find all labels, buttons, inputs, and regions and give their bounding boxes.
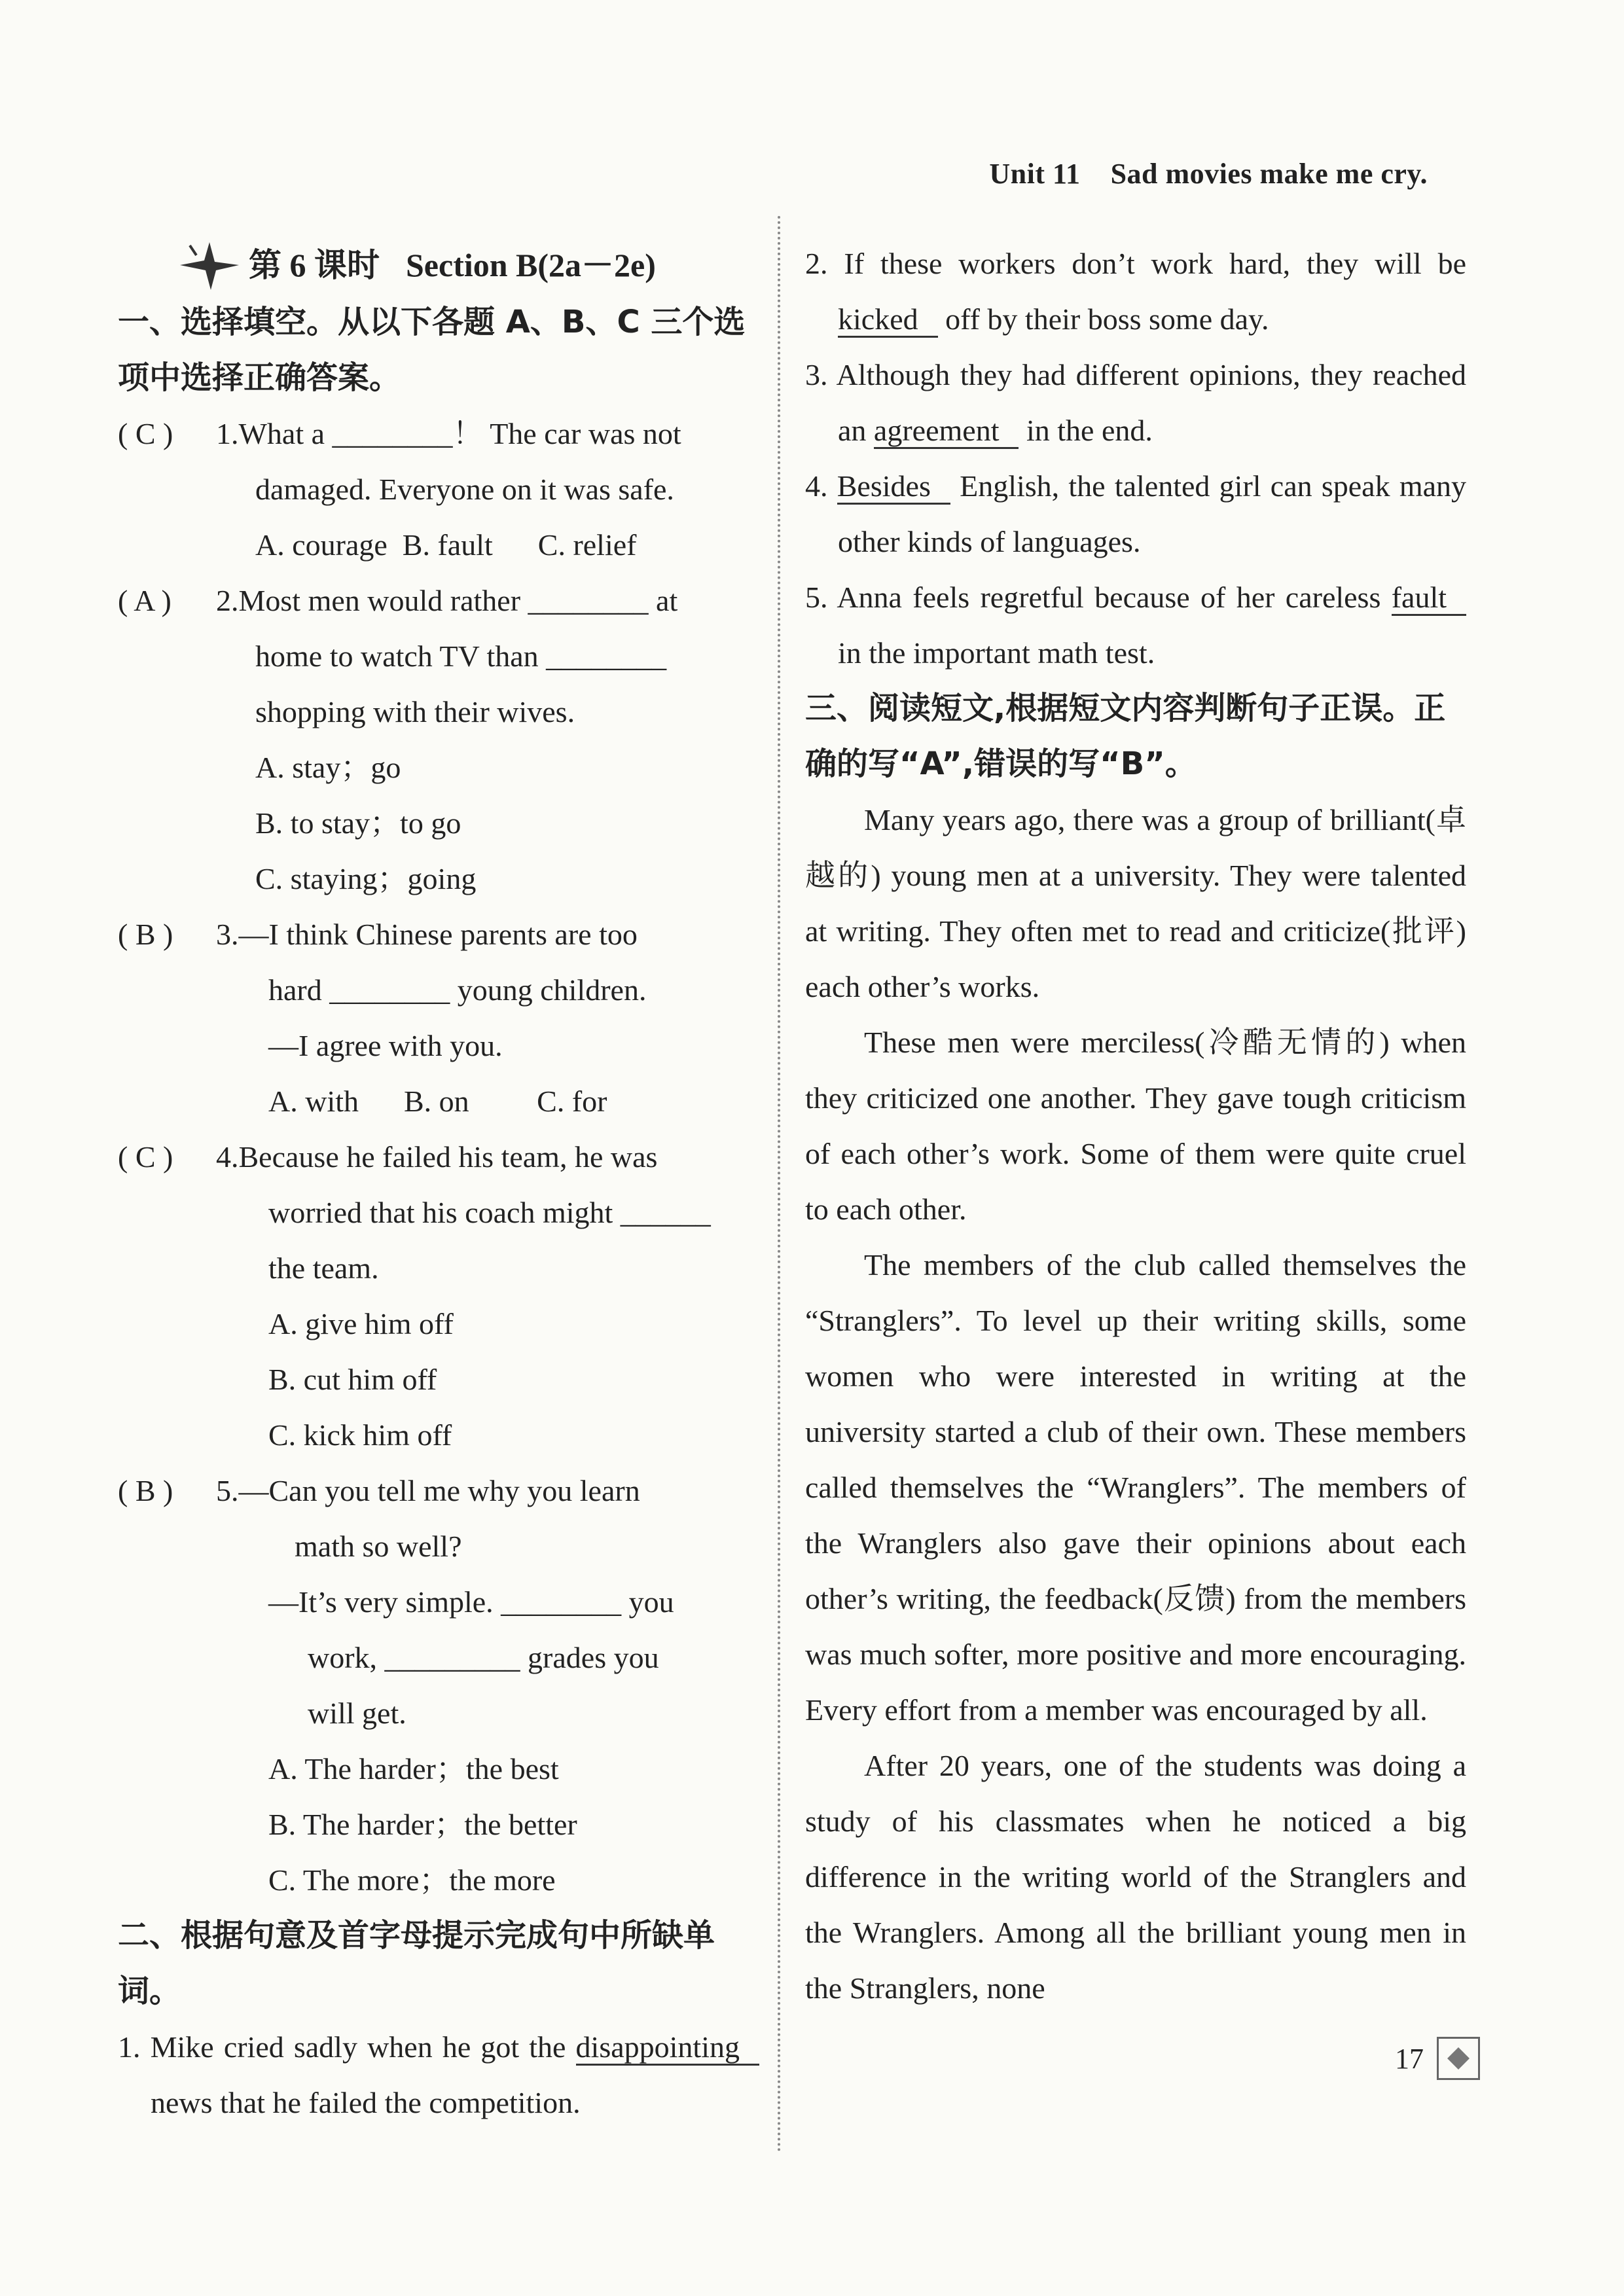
- question-5: [118, 1463, 759, 1908]
- unit-title: Sad movies make me cry.: [1110, 158, 1428, 190]
- option: B. cut him off: [268, 1363, 437, 1396]
- answer-4: ( C ): [118, 1140, 173, 1174]
- item-text: in the end.: [1026, 414, 1153, 447]
- item-number: 4.: [805, 469, 828, 503]
- passage-paragraph: After 20 years, one of the students was doing a study of his classmates when he noticed a big difference in the writing world of the Stranglers and the Wranglers. Among all the brilliant young men in the Stranglers, none: [805, 1749, 1466, 2005]
- question-3: [118, 906, 759, 1129]
- question-4: [118, 1129, 759, 1463]
- option: A. stay；go: [255, 751, 401, 784]
- question-text: work, _________ grades you: [308, 1641, 659, 1674]
- question-2: [118, 573, 759, 906]
- item-number: 5.: [805, 581, 828, 614]
- option: B. The harder；the better: [268, 1808, 577, 1841]
- option: A. The harder；the best: [268, 1752, 559, 1785]
- fill-item-2: [805, 236, 1466, 347]
- unit-label: Unit 11: [989, 158, 1081, 190]
- item-number: 2.: [805, 247, 828, 280]
- option: A. with B. on C. for: [268, 1085, 607, 1118]
- question-number: 2.: [216, 584, 239, 617]
- question-number: 3.: [216, 918, 239, 951]
- option: C. kick him off: [268, 1418, 452, 1452]
- question-text: the team.: [268, 1251, 379, 1285]
- answer-2: ( A ): [118, 584, 171, 617]
- question-text: —I agree with you.: [268, 1029, 503, 1062]
- question-text: —It’s very simple. ________ you: [268, 1585, 674, 1619]
- fill-answer: kicked: [838, 302, 938, 338]
- left-column: [118, 236, 759, 2130]
- question-text: —Can you tell me why you learn: [238, 1474, 640, 1507]
- answer-5: ( B ): [118, 1474, 173, 1507]
- fill-item-4: [805, 458, 1466, 569]
- question-1: [118, 406, 759, 573]
- question-text: Because he failed his team, he was: [238, 1140, 658, 1174]
- question-text: Most men would rather ________ at: [238, 584, 678, 617]
- part2-heading: 二、根据句意及首字母提示完成句中所缺单词。: [118, 1917, 715, 2009]
- lesson-number: 第 6 课时: [249, 246, 380, 283]
- question-text: will get.: [308, 1696, 406, 1730]
- passage-paragraph: Many years ago, there was a group of brilliant(卓越的) young men at a university. They were talented at writing. They often met to read and criticize(批评) each other’s works.: [805, 803, 1466, 1003]
- star-sparkle-icon: [177, 239, 242, 291]
- fill-answer: fault: [1392, 581, 1466, 616]
- item-text: If these workers don’t work hard, they will be: [844, 247, 1467, 280]
- question-text: worried that his coach might ______: [268, 1196, 711, 1229]
- question-number: 5.: [216, 1474, 239, 1507]
- fill-answer: Besides: [837, 469, 950, 505]
- option: A. courage B. fault C. relief: [255, 528, 637, 562]
- part1-heading: 一、选择填空。从以下各题 A、B、C 三个选项中选择正确答案。: [118, 304, 746, 396]
- running-header: [989, 157, 1428, 190]
- lesson-section: Section B(2a－2e): [406, 246, 656, 283]
- item-text: English, the talented girl can speak many other kinds of languages.: [838, 469, 1467, 558]
- question-text: home to watch TV than ________: [255, 639, 667, 673]
- fill-answer: agreement: [874, 414, 1019, 449]
- option: C. The more；the more: [268, 1863, 556, 1897]
- question-number: 1.: [216, 417, 239, 450]
- option: C. staying；going: [255, 862, 477, 895]
- item-text: Mike cried sadly when he got the: [150, 2030, 566, 2064]
- fill-answer: disappointing: [576, 2030, 759, 2066]
- fill-item-1: [118, 2019, 759, 2130]
- fill-item-3: [805, 347, 1466, 458]
- item-text: in the important math test.: [838, 636, 1155, 670]
- passage-paragraph: These men were merciless(冷酷无情的) when they criticized one another. They gave tough criticism of each other’s work. Some of them were quite cruel to each other.: [805, 1026, 1466, 1226]
- question-number: 4.: [216, 1140, 239, 1174]
- passage-paragraph: The members of the club called themselves the “Stranglers”. To level up their writing skills, some women who were interested in writing at the university started a club of their own. These members called themselves the “Wranglers”. The members of the Wranglers also gave their opinions about each other’s writing, the feedback(反馈) from the members was much softer, more positive and more encouraging. Every effort from a member was encouraged by all.: [805, 1248, 1466, 1727]
- page-footer: [1395, 2037, 1480, 2080]
- right-column: [805, 236, 1466, 2016]
- part3-heading: 三、阅读短文,根据短文内容判断句子正误。正确的写“A”,错误的写“B”。: [805, 690, 1446, 782]
- question-text: math so well?: [295, 1530, 462, 1563]
- option: A. give him off: [268, 1307, 454, 1340]
- item-number: 3.: [805, 358, 828, 391]
- answer-3: ( B ): [118, 918, 173, 951]
- answer-1: ( C ): [118, 417, 173, 450]
- question-text: What a ________！ The car was not: [238, 417, 681, 450]
- page-number: 17: [1395, 2042, 1424, 2075]
- fill-item-5: [805, 569, 1466, 681]
- option: B. to stay；to go: [255, 806, 461, 840]
- question-text: shopping with their wives.: [255, 695, 575, 728]
- question-text: —I think Chinese parents are too: [238, 918, 638, 951]
- column-divider: [778, 216, 780, 2153]
- item-text: news that he failed the competition.: [151, 2086, 581, 2119]
- question-text: hard ________ young children.: [268, 973, 647, 1007]
- item-number: 1.: [118, 2030, 141, 2064]
- question-text: damaged. Everyone on it was safe.: [255, 473, 674, 506]
- diamond-icon: [1437, 2037, 1480, 2080]
- item-text: off by their boss some day.: [945, 302, 1269, 336]
- item-text: Anna feels regretful because of her careless: [837, 581, 1381, 614]
- item-text: Although they had different opinions, they reached an: [836, 358, 1466, 447]
- lesson-title: [177, 236, 759, 295]
